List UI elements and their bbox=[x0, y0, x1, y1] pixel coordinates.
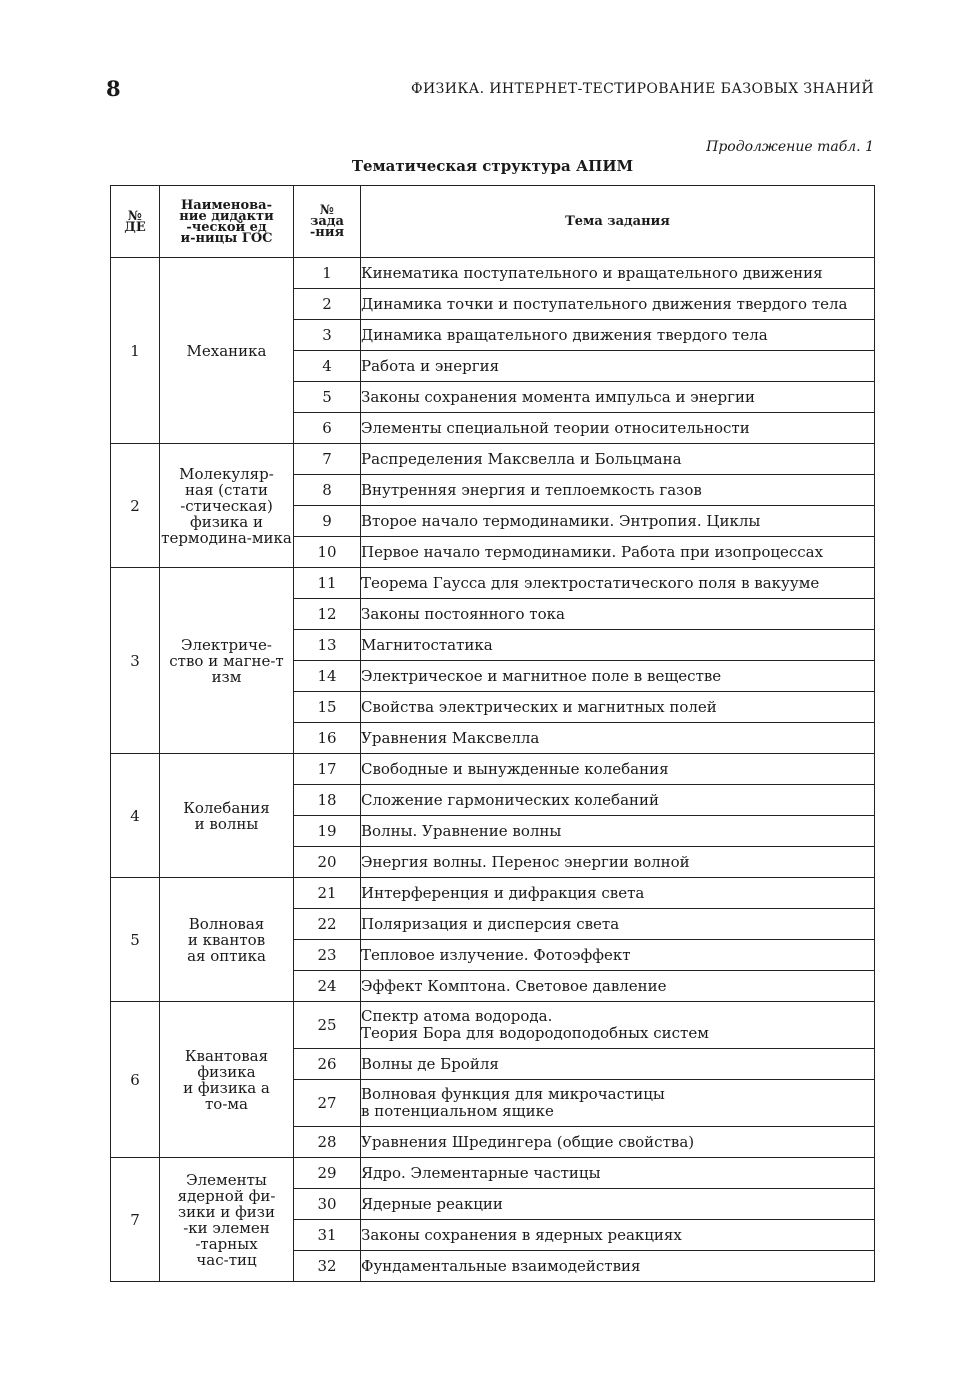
de-name-cell: Электриче- ство и магне-т изм bbox=[160, 568, 294, 754]
task-topic-cell: Уравнения Максвелла bbox=[361, 723, 875, 754]
de-number-cell: 2 bbox=[111, 444, 160, 568]
table-row bbox=[111, 568, 875, 599]
task-topic-cell: Элементы специальной теории относительности bbox=[361, 413, 875, 444]
task-topic-cell: Законы постоянного тока bbox=[361, 599, 875, 630]
task-topic-cell: Сложение гармонических колебаний bbox=[361, 785, 875, 816]
task-number-cell: 32 bbox=[294, 1251, 361, 1282]
task-number-cell: 10 bbox=[294, 537, 361, 568]
task-topic-cell: Второе начало термодинамики. Энтропия. Циклы bbox=[361, 506, 875, 537]
table-row bbox=[111, 444, 875, 475]
table-row bbox=[111, 878, 875, 909]
task-number-cell: 6 bbox=[294, 413, 361, 444]
task-topic-cell: Интерференция и дифракция света bbox=[361, 878, 875, 909]
task-number-cell: 16 bbox=[294, 723, 361, 754]
task-number-cell: 13 bbox=[294, 630, 361, 661]
task-topic-cell: Динамика вращательного движения твердого тела bbox=[361, 320, 875, 351]
de-number-cell: 3 bbox=[111, 568, 160, 754]
task-number-cell: 14 bbox=[294, 661, 361, 692]
task-topic-cell: Волны. Уравнение волны bbox=[361, 816, 875, 847]
task-topic-cell: Тепловое излучение. Фотоэффект bbox=[361, 940, 875, 971]
task-number-cell: 18 bbox=[294, 785, 361, 816]
task-number-cell: 19 bbox=[294, 816, 361, 847]
header-task-number: № зада -ния bbox=[294, 186, 361, 258]
task-number-cell: 28 bbox=[294, 1127, 361, 1158]
task-topic-cell: Распределения Максвелла и Больцмана bbox=[361, 444, 875, 475]
running-head: ФИЗИКА. ИНТЕРНЕТ-ТЕСТИРОВАНИЕ БАЗОВЫХ ЗНАНИЙ bbox=[410, 81, 874, 97]
task-number-cell: 31 bbox=[294, 1220, 361, 1251]
table-title: Тематическая структура АПИМ bbox=[351, 157, 634, 175]
table-body bbox=[111, 258, 875, 1282]
topic-structure-table bbox=[110, 185, 875, 1282]
task-number-cell: 23 bbox=[294, 940, 361, 971]
table-continuation-note: Продолжение табл. 1 bbox=[706, 139, 874, 155]
task-topic-cell: Фундаментальные взаимодействия bbox=[361, 1251, 875, 1282]
task-number-cell: 15 bbox=[294, 692, 361, 723]
table-row bbox=[111, 1002, 875, 1049]
task-number-cell: 2 bbox=[294, 289, 361, 320]
task-topic-cell: Свойства электрических и магнитных полей bbox=[361, 692, 875, 723]
task-number-cell: 3 bbox=[294, 320, 361, 351]
task-number-cell: 17 bbox=[294, 754, 361, 785]
page-number: 8 bbox=[106, 76, 121, 101]
task-topic-cell: Свободные и вынужденные колебания bbox=[361, 754, 875, 785]
task-number-cell: 8 bbox=[294, 475, 361, 506]
task-number-cell: 21 bbox=[294, 878, 361, 909]
task-topic-cell: Теорема Гаусса для электростатического поля в вакууме bbox=[361, 568, 875, 599]
table-header-row bbox=[111, 186, 875, 258]
task-number-cell: 5 bbox=[294, 382, 361, 413]
task-number-cell: 27 bbox=[294, 1080, 361, 1127]
de-name-cell: Элементы ядерной фи- зики и физи -ки элемен -тарных час-тиц bbox=[160, 1158, 294, 1282]
de-name-cell: Молекуляр- ная (стати -стическая) физика и термодина-мика bbox=[160, 444, 294, 568]
de-name-cell: Механика bbox=[160, 258, 294, 444]
task-topic-cell: Уравнения Шредингера (общие свойства) bbox=[361, 1127, 875, 1158]
task-number-cell: 20 bbox=[294, 847, 361, 878]
task-number-cell: 29 bbox=[294, 1158, 361, 1189]
task-topic-cell: Электрическое и магнитное поле в веществе bbox=[361, 661, 875, 692]
task-topic-cell: Поляризация и дисперсия света bbox=[361, 909, 875, 940]
header-unit-name: Наименова- ние дидакти -ческой ед и-ницы ГОС bbox=[160, 186, 294, 258]
task-number-cell: 4 bbox=[294, 351, 361, 382]
task-topic-cell: Спектр атома водорода. Теория Бора для водородоподобных систем bbox=[361, 1002, 875, 1049]
de-name-cell: Колебания и волны bbox=[160, 754, 294, 878]
task-number-cell: 24 bbox=[294, 971, 361, 1002]
task-topic-cell: Волны де Бройля bbox=[361, 1049, 875, 1080]
task-topic-cell: Законы сохранения момента импульса и энергии bbox=[361, 382, 875, 413]
task-topic-cell: Динамика точки и поступательного движения твердого тела bbox=[361, 289, 875, 320]
table-row bbox=[111, 258, 875, 289]
de-name-cell: Волновая и квантов ая оптика bbox=[160, 878, 294, 1002]
task-topic-cell: Работа и энергия bbox=[361, 351, 875, 382]
task-number-cell: 25 bbox=[294, 1002, 361, 1049]
task-topic-cell: Эффект Комптона. Световое давление bbox=[361, 971, 875, 1002]
task-number-cell: 12 bbox=[294, 599, 361, 630]
task-number-cell: 30 bbox=[294, 1189, 361, 1220]
header-topic: Тема задания bbox=[361, 186, 875, 258]
de-number-cell: 1 bbox=[111, 258, 160, 444]
task-topic-cell: Ядерные реакции bbox=[361, 1189, 875, 1220]
task-topic-cell: Магнитостатика bbox=[361, 630, 875, 661]
de-number-cell: 5 bbox=[111, 878, 160, 1002]
task-topic-cell: Энергия волны. Перенос энергии волной bbox=[361, 847, 875, 878]
task-topic-cell: Законы сохранения в ядерных реакциях bbox=[361, 1220, 875, 1251]
task-number-cell: 7 bbox=[294, 444, 361, 475]
task-number-cell: 26 bbox=[294, 1049, 361, 1080]
header-de: № ДЕ bbox=[111, 186, 160, 258]
de-number-cell: 4 bbox=[111, 754, 160, 878]
task-topic-cell: Первое начало термодинамики. Работа при изопроцессах bbox=[361, 537, 875, 568]
table-row bbox=[111, 1158, 875, 1189]
task-number-cell: 9 bbox=[294, 506, 361, 537]
de-number-cell: 6 bbox=[111, 1002, 160, 1158]
task-number-cell: 1 bbox=[294, 258, 361, 289]
task-topic-cell: Кинематика поступательного и вращательного движения bbox=[361, 258, 875, 289]
task-number-cell: 11 bbox=[294, 568, 361, 599]
de-number-cell: 7 bbox=[111, 1158, 160, 1282]
task-topic-cell: Внутренняя энергия и теплоемкость газов bbox=[361, 475, 875, 506]
task-topic-cell: Волновая функция для микрочастицы в потенциальном ящике bbox=[361, 1080, 875, 1127]
de-name-cell: Квантовая физика и физика а то-ма bbox=[160, 1002, 294, 1158]
task-topic-cell: Ядро. Элементарные частицы bbox=[361, 1158, 875, 1189]
table-row bbox=[111, 754, 875, 785]
task-number-cell: 22 bbox=[294, 909, 361, 940]
